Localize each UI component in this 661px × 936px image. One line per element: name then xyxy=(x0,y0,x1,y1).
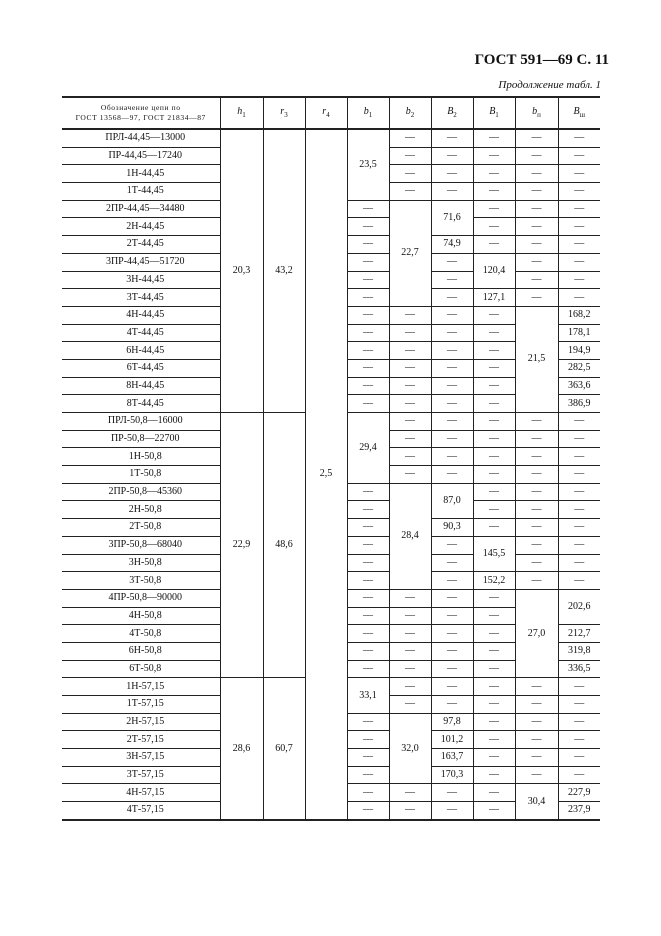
cell-B2: — xyxy=(431,448,473,466)
cell-B1: — xyxy=(473,200,515,218)
cell-b2: — xyxy=(389,359,431,377)
cell-bp: — xyxy=(515,466,558,484)
cell-B2: — xyxy=(431,625,473,643)
cell-r3: 48,6 xyxy=(263,413,305,678)
column-header-symbol: b xyxy=(363,106,369,117)
cell-Bsh: 336,5 xyxy=(558,660,600,678)
cell-B2: — xyxy=(431,147,473,165)
cell-Bsh: — xyxy=(558,129,600,147)
column-header-symbol: h xyxy=(237,106,243,117)
cell-B1: — xyxy=(473,448,515,466)
cell-b2: — xyxy=(389,784,431,802)
column-header-subscript: 3 xyxy=(284,111,288,119)
cell-B1: — xyxy=(473,430,515,448)
cell-B1: — xyxy=(473,377,515,395)
cell-Bsh: 237,9 xyxy=(558,802,600,820)
cell-bp: — xyxy=(515,713,558,731)
cell-b2: — xyxy=(389,607,431,625)
cell-B2: — xyxy=(431,554,473,572)
cell-Bsh: — xyxy=(558,466,600,484)
cell-b2: — xyxy=(389,306,431,324)
cell-b2: — xyxy=(389,642,431,660)
chain-designation: 3ПР-44,45—51720 xyxy=(62,253,220,271)
cell-B1: — xyxy=(473,749,515,767)
cell-Bsh: — xyxy=(558,766,600,784)
cell-Bsh: — xyxy=(558,289,600,307)
cell-B1: 152,2 xyxy=(473,572,515,590)
chain-designation: 1Н-57,15 xyxy=(62,678,220,696)
cell-b1: — xyxy=(347,554,389,572)
cell-B2: — xyxy=(431,642,473,660)
chain-designation: 3Т-57,15 xyxy=(62,766,220,784)
cell-Bsh: — xyxy=(558,731,600,749)
cell-Bsh: — xyxy=(558,519,600,537)
column-header-symbol: B xyxy=(447,106,454,117)
cell-Bsh: — xyxy=(558,183,600,201)
chain-designation: 4Т-50,8 xyxy=(62,625,220,643)
cell-bp: — xyxy=(515,749,558,767)
cell-B1: — xyxy=(473,395,515,413)
cell-b1: — xyxy=(347,253,389,271)
chain-designation: 6Т-50,8 xyxy=(62,660,220,678)
chain-designation: 6Н-50,8 xyxy=(62,642,220,660)
column-header-b1 xyxy=(347,97,389,129)
cell-bp: — xyxy=(515,183,558,201)
column-header-r3 xyxy=(263,97,305,129)
cell-b2: — xyxy=(389,147,431,165)
cell-B1: — xyxy=(473,306,515,324)
cell-B1: — xyxy=(473,359,515,377)
cell-B1: — xyxy=(473,218,515,236)
column-header-symbol: r xyxy=(322,106,327,117)
cell-B2: — xyxy=(431,271,473,289)
cell-B1: — xyxy=(473,642,515,660)
chain-designation: 6Т-44,45 xyxy=(62,359,220,377)
column-header-B2 xyxy=(431,97,473,129)
column-header-symbol: B xyxy=(489,106,496,117)
cell-Bsh: 178,1 xyxy=(558,324,600,342)
cell-B1: 145,5 xyxy=(473,536,515,571)
cell-Bsh: 227,9 xyxy=(558,784,600,802)
chain-designation: 3Н-57,15 xyxy=(62,749,220,767)
cell-b2: — xyxy=(389,448,431,466)
cell-b1: 33,1 xyxy=(347,678,389,713)
cell-bp: — xyxy=(515,165,558,183)
cell-B1: — xyxy=(473,678,515,696)
cell-b1: — xyxy=(347,784,389,802)
cell-B1: — xyxy=(473,183,515,201)
cell-B2: — xyxy=(431,660,473,678)
cell-b1: — xyxy=(347,642,389,660)
cell-b1: — xyxy=(347,572,389,590)
cell-b2: 28,4 xyxy=(389,483,431,589)
column-header-bp xyxy=(515,97,558,129)
cell-Bsh: — xyxy=(558,501,600,519)
cell-b1: — xyxy=(347,483,389,501)
cell-B2: — xyxy=(431,607,473,625)
cell-b1: — xyxy=(347,731,389,749)
cell-B2: — xyxy=(431,784,473,802)
cell-B1: — xyxy=(473,784,515,802)
cell-B2: 87,0 xyxy=(431,483,473,518)
chain-designation: 1Т-57,15 xyxy=(62,696,220,714)
chain-designation: 4Т-57,15 xyxy=(62,802,220,820)
cell-B2: — xyxy=(431,572,473,590)
cell-b1: — xyxy=(347,377,389,395)
chain-designation: 1Н-50,8 xyxy=(62,448,220,466)
cell-b2: — xyxy=(389,625,431,643)
cell-B2: — xyxy=(431,802,473,820)
cell-bp: 21,5 xyxy=(515,306,558,412)
cell-B1: — xyxy=(473,324,515,342)
cell-Bsh: 212,7 xyxy=(558,625,600,643)
cell-b2: — xyxy=(389,589,431,607)
chain-designation: 4ПР-50,8—90000 xyxy=(62,589,220,607)
chain-designation: 2Н-44,45 xyxy=(62,218,220,236)
cell-bp: — xyxy=(515,572,558,590)
chain-designation: 2ПР-44,45—34480 xyxy=(62,200,220,218)
cell-bp: — xyxy=(515,413,558,431)
cell-b2: 22,7 xyxy=(389,200,431,306)
chain-designation: 3ПР-50,8—68040 xyxy=(62,536,220,554)
cell-Bsh: 168,2 xyxy=(558,306,600,324)
cell-b1: — xyxy=(347,342,389,360)
cell-B1: — xyxy=(473,519,515,537)
chain-designation: ПРЛ-44,45—13000 xyxy=(62,129,220,147)
cell-B2: 74,9 xyxy=(431,236,473,254)
cell-Bsh: — xyxy=(558,236,600,254)
cell-bp: — xyxy=(515,236,558,254)
cell-B2: — xyxy=(431,589,473,607)
cell-B2: — xyxy=(431,359,473,377)
cell-B2: — xyxy=(431,466,473,484)
cell-b1: — xyxy=(347,713,389,731)
chain-designation: ПР-50,8—22700 xyxy=(62,430,220,448)
chain-designation: 2Н-57,15 xyxy=(62,713,220,731)
chain-designation: 3Н-50,8 xyxy=(62,554,220,572)
cell-b2: — xyxy=(389,129,431,147)
chain-designation: 4Н-57,15 xyxy=(62,784,220,802)
cell-B1: — xyxy=(473,483,515,501)
cell-Bsh: — xyxy=(558,483,600,501)
cell-bp: — xyxy=(515,536,558,554)
cell-B1: — xyxy=(473,501,515,519)
cell-B1: — xyxy=(473,766,515,784)
cell-b1: — xyxy=(347,766,389,784)
chain-designation: 3Т-50,8 xyxy=(62,572,220,590)
cell-b1: — xyxy=(347,306,389,324)
cell-B1: — xyxy=(473,625,515,643)
cell-B2: — xyxy=(431,395,473,413)
cell-bp: — xyxy=(515,129,558,147)
cell-h1: 22,9 xyxy=(220,413,263,678)
cell-B1: — xyxy=(473,165,515,183)
cell-b1: — xyxy=(347,359,389,377)
cell-B1: — xyxy=(473,413,515,431)
cell-B2: — xyxy=(431,678,473,696)
cell-bp: — xyxy=(515,731,558,749)
cell-Bsh: — xyxy=(558,200,600,218)
chain-designation: ПР-44,45—17240 xyxy=(62,147,220,165)
cell-b1: — xyxy=(347,749,389,767)
cell-Bsh: — xyxy=(558,430,600,448)
cell-b1: — xyxy=(347,395,389,413)
cell-B1: — xyxy=(473,713,515,731)
cell-B1: — xyxy=(473,129,515,147)
cell-Bsh: — xyxy=(558,696,600,714)
cell-b2: — xyxy=(389,324,431,342)
cell-bp: — xyxy=(515,766,558,784)
cell-b1: — xyxy=(347,536,389,554)
cell-h1: 28,6 xyxy=(220,678,263,820)
cell-Bsh: — xyxy=(558,253,600,271)
column-header-symbol: B xyxy=(573,106,580,117)
cell-Bsh: 386,9 xyxy=(558,395,600,413)
cell-B2: — xyxy=(431,377,473,395)
cell-bp: — xyxy=(515,501,558,519)
cell-B2: 90,3 xyxy=(431,519,473,537)
cell-B1: — xyxy=(473,660,515,678)
chain-designation: 1Т-50,8 xyxy=(62,466,220,484)
cell-bp: 30,4 xyxy=(515,784,558,820)
cell-b2: — xyxy=(389,660,431,678)
cell-bp: — xyxy=(515,519,558,537)
cell-b1: — xyxy=(347,218,389,236)
column-header-B1 xyxy=(473,97,515,129)
cell-B2: 101,2 xyxy=(431,731,473,749)
cell-r3: 43,2 xyxy=(263,129,305,413)
cell-B1: 120,4 xyxy=(473,253,515,288)
cell-B1: — xyxy=(473,802,515,820)
cell-B1: — xyxy=(473,589,515,607)
cell-bp: — xyxy=(515,483,558,501)
cell-Bsh: 282,5 xyxy=(558,359,600,377)
designation-column-header xyxy=(62,97,220,129)
table-row xyxy=(62,129,600,147)
column-header-r4 xyxy=(305,97,347,129)
cell-Bsh: — xyxy=(558,572,600,590)
cell-Bsh: 194,9 xyxy=(558,342,600,360)
cell-bp: — xyxy=(515,147,558,165)
cell-b2: — xyxy=(389,802,431,820)
cell-b1: 29,4 xyxy=(347,413,389,484)
cell-b2: — xyxy=(389,413,431,431)
cell-bp: — xyxy=(515,448,558,466)
cell-B1: — xyxy=(473,731,515,749)
chain-designation: 6Н-44,45 xyxy=(62,342,220,360)
cell-b1: — xyxy=(347,289,389,307)
cell-bp: — xyxy=(515,271,558,289)
cell-B1: — xyxy=(473,236,515,254)
cell-bp: 27,0 xyxy=(515,589,558,677)
page-title: ГОСТ 591—69 С. 11 xyxy=(474,52,609,68)
column-header-subscript: 1 xyxy=(495,111,499,119)
cell-b2: — xyxy=(389,395,431,413)
cell-b2: — xyxy=(389,377,431,395)
chain-designation: 2Т-57,15 xyxy=(62,731,220,749)
cell-B2: — xyxy=(431,342,473,360)
cell-Bsh: 319,8 xyxy=(558,642,600,660)
cell-B2: — xyxy=(431,324,473,342)
chain-designation: 8Т-44,45 xyxy=(62,395,220,413)
cell-b1: — xyxy=(347,607,389,625)
chain-designation: 2Т-50,8 xyxy=(62,519,220,537)
cell-b2: — xyxy=(389,183,431,201)
cell-Bsh: — xyxy=(558,713,600,731)
chain-designation: 1Н-44,45 xyxy=(62,165,220,183)
cell-b1: — xyxy=(347,501,389,519)
cell-b2: — xyxy=(389,466,431,484)
cell-bp: — xyxy=(515,253,558,271)
chain-designation: 4Т-44,45 xyxy=(62,324,220,342)
chain-designation: 3Н-44,45 xyxy=(62,271,220,289)
cell-Bsh: 202,6 xyxy=(558,589,600,624)
chain-designation: 2ПР-50,8—45360 xyxy=(62,483,220,501)
column-header-subscript: 4 xyxy=(326,111,330,119)
cell-B2: — xyxy=(431,165,473,183)
chain-designation: 1Т-44,45 xyxy=(62,183,220,201)
chain-designation: 2Т-44,45 xyxy=(62,236,220,254)
cell-B1: — xyxy=(473,147,515,165)
cell-B2: 71,6 xyxy=(431,200,473,235)
cell-B2: 170,3 xyxy=(431,766,473,784)
cell-B2: — xyxy=(431,536,473,554)
table-continuation-caption: Продолжение табл. 1 xyxy=(498,79,601,91)
column-header-h1 xyxy=(220,97,263,129)
column-header-symbol: r xyxy=(280,106,285,117)
cell-B1: — xyxy=(473,466,515,484)
cell-b2: — xyxy=(389,696,431,714)
cell-b2: — xyxy=(389,430,431,448)
cell-b1: — xyxy=(347,589,389,607)
cell-r3: 60,7 xyxy=(263,678,305,820)
cell-Bsh: — xyxy=(558,749,600,767)
cell-B1: 127,1 xyxy=(473,289,515,307)
designation-header-line1: Обозначение цепи по xyxy=(100,102,181,112)
cell-B1: — xyxy=(473,342,515,360)
chain-designation: 2Н-50,8 xyxy=(62,501,220,519)
cell-bp: — xyxy=(515,678,558,696)
cell-B2: — xyxy=(431,253,473,271)
cell-bp: — xyxy=(515,289,558,307)
cell-B2: — xyxy=(431,129,473,147)
chain-designation: 4Н-44,45 xyxy=(62,306,220,324)
cell-r4: 2,5 xyxy=(305,129,347,820)
column-header-symbol: b xyxy=(532,106,538,117)
cell-b1: — xyxy=(347,519,389,537)
chain-designation: 8Н-44,45 xyxy=(62,377,220,395)
chain-designation: 3Т-44,45 xyxy=(62,289,220,307)
cell-b1: — xyxy=(347,802,389,820)
cell-B2: — xyxy=(431,413,473,431)
cell-Bsh: — xyxy=(558,448,600,466)
cell-b2: — xyxy=(389,165,431,183)
cell-B2: — xyxy=(431,289,473,307)
cell-Bsh: — xyxy=(558,271,600,289)
cell-Bsh: — xyxy=(558,165,600,183)
cell-Bsh: — xyxy=(558,678,600,696)
cell-b2: 32,0 xyxy=(389,713,431,784)
cell-bp: — xyxy=(515,554,558,572)
cell-b1: — xyxy=(347,236,389,254)
cell-Bsh: — xyxy=(558,218,600,236)
cell-b1: — xyxy=(347,271,389,289)
chain-designation: ПРЛ-50,8—16000 xyxy=(62,413,220,431)
chain-dimensions-table xyxy=(62,96,600,821)
cell-B2: — xyxy=(431,306,473,324)
cell-bp: — xyxy=(515,218,558,236)
cell-b1: 23,5 xyxy=(347,129,389,200)
cell-b1: — xyxy=(347,625,389,643)
cell-b1: — xyxy=(347,324,389,342)
cell-bp: — xyxy=(515,200,558,218)
cell-b1: — xyxy=(347,200,389,218)
cell-Bsh: — xyxy=(558,413,600,431)
cell-Bsh: 363,6 xyxy=(558,377,600,395)
column-header-subscript: 2 xyxy=(453,111,457,119)
column-header-subscript: п xyxy=(537,111,541,119)
cell-B2: 163,7 xyxy=(431,749,473,767)
cell-bp: — xyxy=(515,696,558,714)
column-header-subscript: 1 xyxy=(242,111,246,119)
cell-B2: — xyxy=(431,430,473,448)
column-header-subscript: 1 xyxy=(368,111,373,119)
designation-header-line2: ГОСТ 13568—97, ГОСТ 21834—87 xyxy=(75,113,206,122)
cell-b2: — xyxy=(389,678,431,696)
cell-B1: — xyxy=(473,696,515,714)
column-header-subscript: ш xyxy=(579,111,585,119)
cell-Bsh: — xyxy=(558,554,600,572)
cell-b2: — xyxy=(389,342,431,360)
cell-B2: — xyxy=(431,183,473,201)
cell-Bsh: — xyxy=(558,147,600,165)
column-header-Bsh xyxy=(558,97,600,129)
cell-B2: — xyxy=(431,696,473,714)
cell-h1: 20,3 xyxy=(220,129,263,413)
column-header-subscript: 2 xyxy=(410,111,415,119)
column-header-b2 xyxy=(389,97,431,129)
chain-designation: 4Н-50,8 xyxy=(62,607,220,625)
cell-B2: 97,8 xyxy=(431,713,473,731)
column-header-symbol: b xyxy=(405,106,411,117)
cell-b1: — xyxy=(347,660,389,678)
cell-B1: — xyxy=(473,607,515,625)
cell-bp: — xyxy=(515,430,558,448)
cell-Bsh: — xyxy=(558,536,600,554)
table-header-row xyxy=(62,97,600,129)
